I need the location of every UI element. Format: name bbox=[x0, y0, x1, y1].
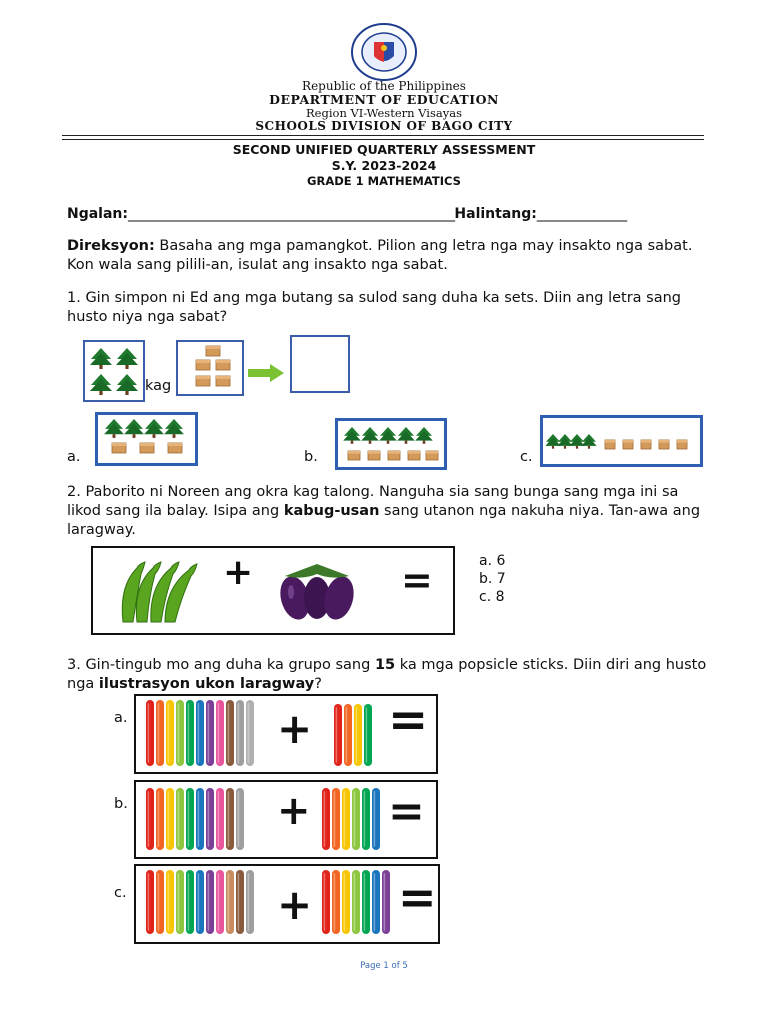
popsicle-stick bbox=[352, 870, 360, 934]
tree-icon bbox=[90, 348, 112, 369]
box-icon bbox=[623, 440, 633, 449]
tree-icon bbox=[144, 419, 164, 438]
q3-option-c-label[interactable]: c. bbox=[114, 885, 127, 901]
q3c-equals: = bbox=[398, 870, 437, 924]
division-text: SCHOOLS DIVISION OF BAGO CITY bbox=[255, 119, 513, 133]
popsicle-stick bbox=[354, 704, 362, 766]
q2-equals: = bbox=[401, 558, 433, 602]
q1-text: 1. Gin simpon ni Ed ang mga butang sa sulod sang duha ka sets. Diin ang letra sang husto niya nga sabat? bbox=[67, 290, 682, 325]
header-rule-bottom bbox=[62, 139, 704, 140]
popsicle-stick bbox=[342, 870, 350, 934]
popsicle-stick bbox=[334, 704, 342, 766]
popsicle-stick bbox=[322, 870, 330, 934]
q3-option-b[interactable] bbox=[134, 780, 438, 859]
tree-icon bbox=[415, 427, 433, 444]
popsicle-stick bbox=[206, 700, 214, 766]
department-text: DEPARTMENT OF EDUCATION bbox=[269, 92, 499, 107]
popsicle-stick bbox=[206, 788, 214, 850]
tree-icon bbox=[124, 419, 144, 438]
name-field[interactable] bbox=[67, 206, 626, 222]
popsicle-stick bbox=[146, 870, 154, 934]
directions-text: Basaha ang mga pamangkot. Pilion ang letra nga may insakto nga sabat. Kon wala sang pilili-an, isulat ang insakto nga sabat. bbox=[67, 238, 693, 273]
popsicle-stick bbox=[246, 870, 254, 934]
popsicle-stick bbox=[156, 870, 164, 934]
popsicle-stick bbox=[236, 788, 244, 850]
tree-icon bbox=[581, 434, 596, 449]
q2-text bbox=[67, 483, 707, 540]
q1-option-b[interactable] bbox=[335, 418, 447, 470]
header-rule-top bbox=[62, 135, 704, 136]
box-icon bbox=[206, 346, 220, 356]
q3a-equals: = bbox=[388, 692, 429, 748]
name-label: Ngalan: bbox=[67, 206, 128, 222]
q1-option-b-label[interactable]: b. bbox=[304, 449, 318, 465]
box-icon bbox=[659, 440, 669, 449]
box-icon bbox=[388, 451, 400, 460]
box-icon bbox=[605, 440, 615, 449]
q3b-equals: = bbox=[388, 786, 425, 837]
q1-option-a-label[interactable]: a. bbox=[67, 449, 81, 465]
page-number: Page 1 of 5 bbox=[360, 961, 408, 971]
q3-option-c[interactable] bbox=[134, 864, 440, 944]
popsicle-stick bbox=[362, 788, 370, 850]
q2-choice-c[interactable]: c. 8 bbox=[479, 589, 505, 605]
q1-trees-set bbox=[83, 340, 145, 402]
popsicle-stick bbox=[322, 788, 330, 850]
directions-label: Direksyon: bbox=[67, 238, 155, 254]
popsicle-stick bbox=[364, 704, 372, 766]
tree-icon bbox=[379, 427, 397, 444]
q2-text-a: 2. Paborito ni Noreen ang okra kag talong. Nanguha sia sang bunga sang mga ini sa likod sang ila balay. Isipa ang bbox=[67, 484, 679, 519]
grade-label: Halintang: bbox=[454, 206, 537, 222]
popsicle-stick bbox=[236, 870, 244, 934]
name-line: ___________________________________________________ bbox=[128, 206, 455, 222]
tree-icon bbox=[116, 348, 138, 369]
q3-num: 15 bbox=[374, 657, 396, 673]
box-icon bbox=[677, 440, 687, 449]
q3-text-c: ? bbox=[314, 676, 322, 692]
popsicle-stick bbox=[146, 788, 154, 850]
tree-icon bbox=[104, 419, 124, 438]
box-icon bbox=[216, 360, 230, 370]
popsicle-stick bbox=[176, 700, 184, 766]
tree-icon bbox=[164, 419, 184, 438]
box-icon bbox=[348, 451, 360, 460]
eggplant-icon bbox=[271, 558, 363, 622]
box-icon bbox=[641, 440, 651, 449]
q1-boxes-set bbox=[176, 340, 244, 396]
box-icon bbox=[408, 451, 420, 460]
box-icon bbox=[196, 376, 210, 386]
q3-text-b: ka mga popsicle sticks. Diin diri ang husto nga bbox=[67, 657, 707, 692]
popsicle-stick bbox=[196, 700, 204, 766]
q2-picture-box bbox=[91, 546, 455, 635]
popsicle-stick bbox=[146, 700, 154, 766]
popsicle-stick bbox=[176, 788, 184, 850]
popsicle-stick bbox=[186, 788, 194, 850]
q2-bold: kabug-usan bbox=[283, 503, 380, 519]
q1-option-c[interactable] bbox=[540, 415, 703, 467]
popsicle-stick bbox=[382, 870, 390, 934]
popsicle-stick bbox=[344, 704, 352, 766]
republic-text: Republic of the Philippines bbox=[302, 79, 466, 93]
popsicle-stick bbox=[186, 700, 194, 766]
popsicle-stick bbox=[156, 700, 164, 766]
box-icon bbox=[368, 451, 380, 460]
q2-plus: + bbox=[223, 552, 254, 593]
okra-icon bbox=[115, 556, 215, 624]
popsicle-stick bbox=[176, 870, 184, 934]
popsicle-stick bbox=[226, 870, 234, 934]
q3b-plus: + bbox=[277, 788, 311, 834]
popsicle-stick bbox=[372, 870, 380, 934]
q3-bold: ilustrasyon ukon laragway bbox=[98, 676, 315, 692]
box-icon bbox=[216, 376, 230, 386]
title-line3: GRADE 1 MATHEMATICS bbox=[307, 174, 461, 188]
popsicle-stick bbox=[206, 870, 214, 934]
q3-option-a[interactable] bbox=[134, 694, 438, 774]
directions bbox=[67, 237, 707, 275]
popsicle-stick bbox=[196, 870, 204, 934]
popsicle-stick bbox=[226, 788, 234, 850]
tree-icon bbox=[90, 374, 112, 395]
deped-seal bbox=[349, 22, 419, 82]
popsicle-stick bbox=[362, 870, 370, 934]
q3c-plus: + bbox=[277, 880, 313, 929]
tree-icon bbox=[361, 427, 379, 444]
popsicle-stick bbox=[166, 788, 174, 850]
tree-icon bbox=[116, 374, 138, 395]
popsicle-stick bbox=[186, 870, 194, 934]
popsicle-stick bbox=[246, 700, 254, 766]
popsicle-stick bbox=[342, 788, 350, 850]
box-icon bbox=[196, 360, 210, 370]
popsicle-stick bbox=[156, 788, 164, 850]
q3-text-a: 3. Gin-tingub mo ang duha ka grupo sang bbox=[67, 657, 375, 673]
box-icon bbox=[426, 451, 438, 460]
q1-option-a[interactable] bbox=[95, 412, 198, 466]
tree-icon bbox=[343, 427, 361, 444]
popsicle-stick bbox=[236, 700, 244, 766]
popsicle-stick bbox=[216, 700, 224, 766]
title-line2: S.Y. 2023-2024 bbox=[331, 158, 437, 173]
grade-line: ______________ bbox=[536, 206, 627, 222]
q2-text-b: sang utanon nga nakuha niya. Tan-awa ang laragway. bbox=[67, 503, 701, 538]
tree-icon bbox=[397, 427, 415, 444]
popsicle-stick bbox=[216, 870, 224, 934]
title-line1: SECOND UNIFIED QUARTERLY ASSESSMENT bbox=[232, 142, 536, 157]
arrow-icon bbox=[248, 364, 284, 382]
q3-option-b-label[interactable]: b. bbox=[114, 796, 128, 812]
popsicle-stick bbox=[166, 700, 174, 766]
q2-choice-a[interactable]: a. 6 bbox=[479, 553, 506, 569]
popsicle-stick bbox=[216, 788, 224, 850]
popsicle-stick bbox=[332, 870, 340, 934]
box-icon bbox=[140, 443, 154, 453]
box-icon bbox=[112, 443, 126, 453]
popsicle-stick bbox=[166, 870, 174, 934]
region-text: Region VI-Western Visayas bbox=[306, 106, 462, 120]
q1-answer-box[interactable] bbox=[290, 335, 350, 393]
q3a-plus: + bbox=[277, 704, 313, 753]
q1-option-c-label[interactable]: c. bbox=[520, 449, 533, 465]
q3-text bbox=[67, 656, 707, 694]
popsicle-stick bbox=[196, 788, 204, 850]
popsicle-stick bbox=[332, 788, 340, 850]
popsicle-stick bbox=[372, 788, 380, 850]
q2-choices[interactable] bbox=[479, 552, 506, 606]
q3-option-a-label[interactable]: a. bbox=[114, 710, 128, 726]
q2-choice-b[interactable]: b. 7 bbox=[479, 571, 506, 587]
popsicle-stick bbox=[352, 788, 360, 850]
box-icon bbox=[168, 443, 182, 453]
q1-kag: kag bbox=[145, 378, 172, 394]
popsicle-stick bbox=[226, 700, 234, 766]
